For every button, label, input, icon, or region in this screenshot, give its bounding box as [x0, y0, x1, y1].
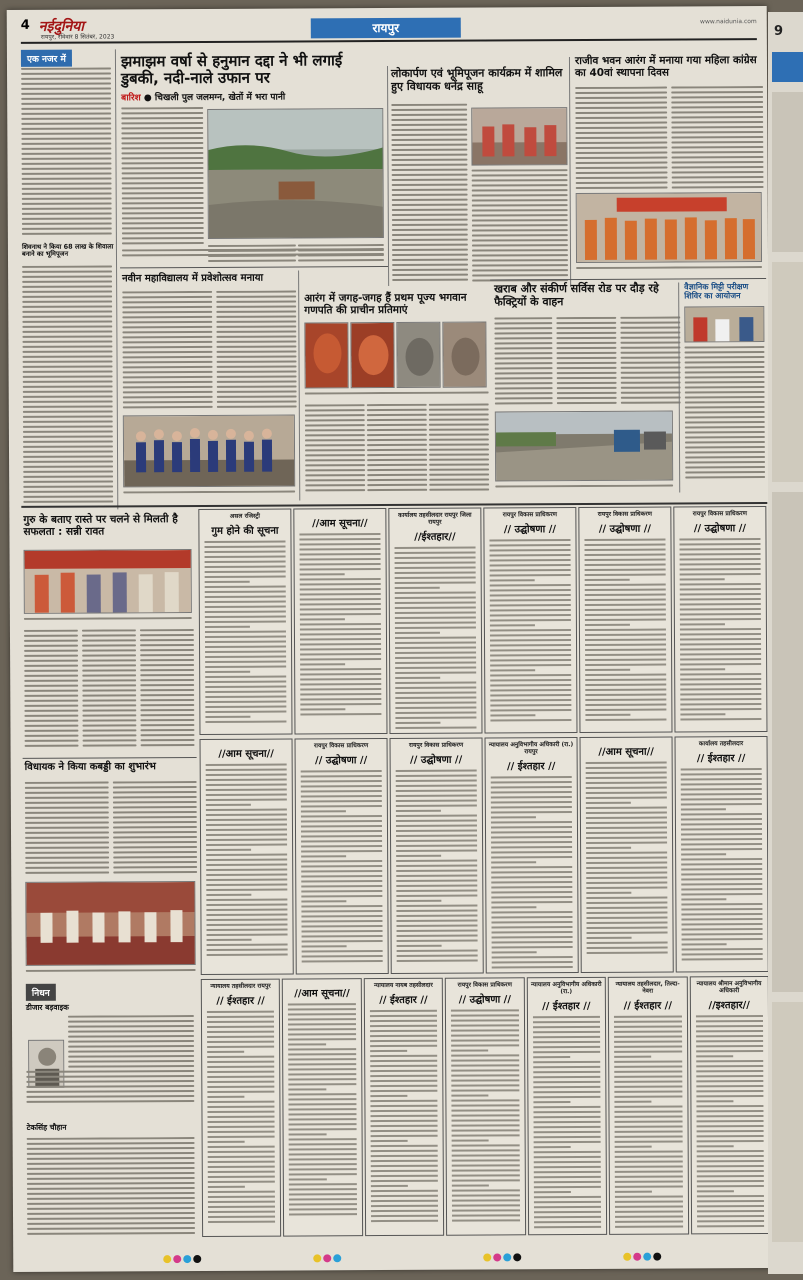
site-url: www.naidunia.com — [700, 18, 757, 26]
obituary-title: निधन — [26, 984, 56, 1001]
college-headline: नवीन महाविद्यालय में प्रवेशोत्सव मनाया — [122, 272, 264, 285]
guru-text-col2 — [82, 629, 137, 753]
classified-ad — [689, 976, 770, 1234]
classified-ad — [483, 507, 577, 733]
ad-organization: असल रजिस्ट्री — [229, 512, 260, 520]
camp-headline: वैज्ञानिक मिट्टी परीक्षण शिविर का आयोजन — [684, 282, 749, 301]
left-item-text — [22, 265, 113, 505]
ad-body-text — [676, 766, 768, 965]
rajiv-headline: राजीव भवन आरंग में मनाया गया महिला कांग्रेस का 40वां स्थापना दिवस — [574, 54, 757, 80]
ad-body-text — [294, 531, 386, 720]
ad-title: // उद्घोषणा // — [458, 994, 511, 1006]
ganpati-idol-photo-1 — [304, 322, 348, 388]
ad-organization: रायपुर विकास प्राधिकरण — [457, 981, 512, 989]
lead-headline: झमाझम वर्षा से हनुमान दद्दा ने भी लगाई डुबकी, नदी-नाले उफान पर — [120, 51, 343, 88]
college-caption — [123, 490, 295, 497]
classified-ad — [675, 736, 769, 972]
kabaddi-text-col1 — [25, 781, 110, 877]
ad-title: // उद्घोषणा // — [693, 523, 747, 535]
ad-organization: रायपुर विकास प्राधिकरण — [313, 742, 369, 750]
ganpati-idol-photo-2 — [350, 322, 394, 388]
masthead — [21, 14, 757, 44]
lead-text-col3 — [298, 244, 384, 264]
lead-photo-flooded-bridge — [207, 108, 384, 239]
ad-organization: रायपुर विकास प्राधिकरण — [597, 510, 652, 518]
lead-subhead-text: चिखली पुल जलमग्न, खेतों में भरा पानी — [154, 92, 286, 104]
kabaddi-text-col2 — [113, 781, 198, 877]
ad-body-text — [391, 768, 483, 967]
ad-body-text — [609, 1014, 688, 1233]
camp-photo — [684, 306, 764, 342]
ad-body-text — [365, 1008, 444, 1227]
ad-title: //ईश्तहार// — [414, 532, 456, 544]
ad-title: // उद्घोषणा // — [410, 754, 463, 767]
road-text-col3 — [620, 316, 680, 408]
guru-text-col3 — [140, 629, 195, 753]
newspaper-page — [7, 6, 774, 1272]
college-photo — [123, 414, 295, 487]
ad-body-text — [283, 1001, 362, 1220]
ad-body-text — [528, 1014, 607, 1233]
ad-body-text — [691, 1013, 770, 1232]
ad-title: //आम सूचना// — [598, 746, 654, 758]
road-headline: खराब और संकीर्ण सर्विस रोड पर दौड़ रहे फैक्ट्रियों के वाहन — [494, 281, 659, 309]
guru-headline: गुरु के बताए रास्ते पर चलने से मिलती है सफलता : सन्नी रावत — [23, 513, 178, 538]
lokarpan-headline: लोकार्पण एवं भूमिपूजन कार्यक्रम में शामिल हुए विधायक धनेंद्र साहू — [391, 66, 563, 93]
ganpati-text-col1 — [305, 404, 365, 496]
guru-text-col1 — [24, 630, 79, 754]
ad-title: //आम सूचना// — [312, 518, 368, 530]
ganpati-headline: आरंग में जगह-जगह हैं प्रथम पूज्य भगवान गणपति की प्राचीन प्रतिमाएं — [304, 291, 467, 317]
guru-caption — [24, 617, 192, 624]
ad-body-text — [296, 768, 388, 967]
ad-title: //इश्तहार// — [708, 1000, 750, 1012]
adjacent-page-number: 9 — [774, 24, 784, 39]
ad-title: // ईश्तहार // — [696, 753, 746, 765]
classified-ad — [282, 978, 363, 1236]
ad-title: गुम होने की सूचना — [211, 525, 279, 538]
ad-organization: रायपुर विकास प्राधिकरण — [692, 510, 747, 518]
ad-organization: न्यायालय तहसीलदार, तिल्दा-नेवरा — [615, 980, 680, 995]
classified-ad — [388, 508, 482, 734]
classified-ad — [390, 738, 484, 974]
dateline: रायपुर, रविवार 8 सितंबर, 2023 — [40, 33, 115, 41]
adjacent-page-edge — [768, 12, 803, 1274]
ad-title: // ईश्तहार // — [379, 994, 428, 1007]
road-caption — [495, 485, 673, 492]
kabaddi-caption — [26, 969, 196, 976]
classified-ad — [485, 737, 579, 973]
ganpati-text-col3 — [429, 403, 489, 495]
ad-body-text — [484, 537, 576, 726]
ad-body-text — [446, 1007, 525, 1226]
classified-ad — [200, 739, 294, 975]
ganpati-caption — [305, 391, 489, 398]
obituary-name-2: टेकसिंह चौहान — [26, 1122, 67, 1132]
ad-organization: न्यायालय श्रीमान अनुविभागीय अधिकारी — [696, 980, 762, 995]
classified-ad — [526, 977, 607, 1235]
classified-ad — [295, 738, 389, 974]
left-column-title: एक नजर में — [21, 50, 72, 67]
ad-body-text — [579, 537, 671, 726]
road-photo-trucks — [495, 411, 673, 482]
rajiv-caption — [576, 266, 762, 273]
college-text-col2 — [216, 290, 297, 410]
classified-ad — [608, 976, 689, 1234]
lead-kicker: बारिश — [121, 93, 141, 104]
ad-title: // ईश्तहार // — [216, 995, 265, 1008]
classified-ad — [198, 509, 292, 735]
ad-title: // ईश्तहार // — [506, 761, 556, 773]
ganpati-idol-photo-3 — [396, 322, 440, 388]
left-column-text — [21, 67, 112, 237]
classified-ad — [673, 506, 767, 732]
lokarpan-text-col2 — [472, 169, 569, 284]
registration-marks — [13, 1252, 773, 1266]
obituary-text-2 — [27, 1137, 196, 1238]
ad-title: // उद्घोषणा // — [503, 524, 557, 536]
ad-title: //आम सूचना// — [294, 988, 350, 1000]
classified-ad — [293, 508, 387, 734]
ad-organization: कार्यालय तहसीलदार रायपुर जिला रायपुर — [398, 511, 472, 526]
brand-logo: नईदुनिया — [38, 18, 85, 35]
lokarpan-text-col1 — [391, 104, 468, 284]
ad-body-text — [199, 539, 291, 728]
ad-title: // उद्घोषणा // — [598, 523, 652, 536]
obituary-text-1 — [26, 1015, 194, 1106]
ad-organization: न्यायालय अनुविभागीय अधिकारी (रा.) रायपुर — [488, 741, 574, 756]
rajiv-photo-women-congress — [576, 192, 762, 263]
guru-photo — [24, 549, 192, 614]
ad-body-text — [674, 536, 766, 725]
ad-body-text — [581, 760, 673, 959]
ad-organization: रायपुर विकास प्राधिकरण — [408, 741, 464, 749]
lead-text-col1 — [121, 107, 204, 247]
rajiv-text-col2 — [671, 86, 764, 190]
ad-title: //आम सूचना// — [218, 748, 274, 760]
lead-text-col2 — [208, 244, 296, 264]
road-text-col1 — [494, 317, 552, 409]
camp-text — [684, 346, 765, 486]
classified-ad — [364, 978, 445, 1236]
classified-ad — [578, 507, 672, 733]
ad-body-text — [202, 1009, 281, 1228]
road-text-col2 — [556, 317, 616, 409]
lead-subhead: बारिश ● चिखली पुल जलमग्न, खेतों में भरा पानी — [121, 92, 286, 104]
ad-organization: रायपुर विकास प्राधिकरण — [502, 511, 557, 519]
ad-body-text — [201, 762, 293, 961]
kabaddi-photo — [25, 881, 195, 966]
kabaddi-headline: विधायक ने किया कबड्डी का शुभारंभ — [24, 761, 156, 773]
ad-body-text — [486, 774, 578, 973]
lokarpan-photo — [471, 107, 567, 166]
ad-organization: न्यायालय अनुविभागीय अधिकारी (रा.) — [530, 980, 602, 996]
rajiv-text-col1 — [575, 87, 668, 191]
classified-ad — [580, 737, 674, 973]
college-text-col1 — [122, 291, 213, 411]
ad-organization: कार्यालय तहसीलदार — [698, 740, 744, 748]
classified-ad — [445, 977, 526, 1235]
ganpati-text-col2 — [367, 404, 427, 496]
ad-organization: न्यायालय नायब तहसीलदार — [373, 981, 433, 990]
ad-title: // ईश्तहार // — [623, 1000, 673, 1013]
ad-title: // ईश्तहार // — [542, 1001, 591, 1013]
obituary-name-1: डीजार बड़वाइक — [25, 1002, 69, 1012]
ad-title: // उद्घोषणा // — [315, 755, 368, 767]
ad-body-text — [390, 545, 482, 734]
ganpati-idol-photo-4 — [442, 321, 486, 387]
classified-ad — [201, 979, 282, 1237]
left-item-headline: शिवनाथ ने किया 68 लाख के शिवाला बनाने का भूमिपूजन — [21, 242, 114, 259]
section-title: रायपुर — [311, 18, 461, 39]
ad-organization: न्यायालय तहसीलदार रायपुर — [210, 982, 271, 990]
page-number: 4 — [20, 17, 30, 33]
